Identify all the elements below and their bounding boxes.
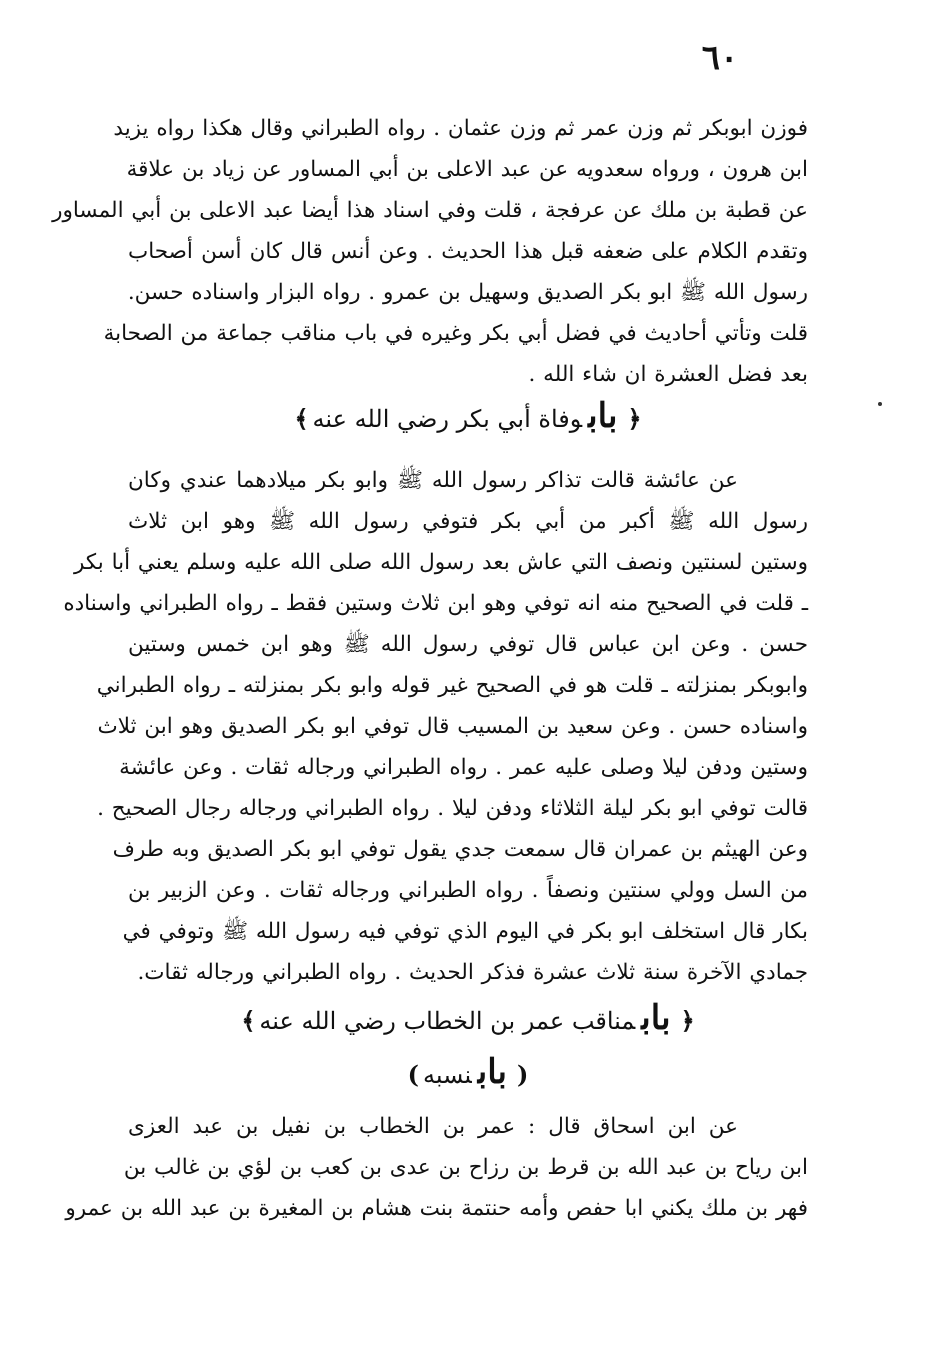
page-number: ٦٠ xyxy=(701,38,739,78)
text-line: عن قطبة بن ملك عن عرفجة ، قلت وفي اسناد هذا أيضا عبد الاعلى بن أبي المساور xyxy=(52,198,808,223)
paragraph-block-3 xyxy=(65,1106,808,1229)
text-line: حسن . وعن ابن عباس قال توفي رسول الله ﷺ وهو ابن خمس وستين xyxy=(128,632,808,657)
subheading-lineage xyxy=(128,1052,808,1092)
text-line: عن ابن اسحاق قال : عمر بن الخطاب بن نفيل بن عبد العزى xyxy=(128,1114,738,1139)
text-line: فهر بن ملك يكني ابا حفص وأمه حنتمة بنت هشام بن المغيرة بن عبد الله بن عمرو xyxy=(65,1196,808,1221)
scan-speck xyxy=(878,402,882,406)
text-line: من السل وولي سنتين ونصفاً . رواه الطبراني ورجاله ثقات . وعن الزبير بن xyxy=(128,878,808,903)
text-line: رسول الله ﷺ أكبر من أبي بكر فتوفي رسول الله ﷺ وهو ابن ثلاث xyxy=(128,509,808,534)
ornament-open: ﴿ xyxy=(680,1006,695,1035)
text-line: بكار قال استخلف ابو بكر في اليوم الذي توفي فيه رسول الله ﷺ وتوفي في xyxy=(122,919,808,944)
text-line: وتقدم الكلام على ضعفه قبل هذا الحديث . وعن أنس قال كان أسن أصحاب xyxy=(128,239,808,264)
bab-word: باب xyxy=(588,396,618,436)
text-line: وستين لسنتين ونصف التي عاش بعد رسول الله صلى الله عليه وسلم يعني أبا بكر xyxy=(74,550,808,575)
chapter-heading-death-of-abu-bakr xyxy=(128,396,808,436)
ornament-open: ﴿ xyxy=(627,404,642,433)
paragraph-block-2 xyxy=(63,460,808,993)
heading-text: نسبه xyxy=(422,1061,472,1089)
paren-open: ( xyxy=(517,1060,529,1089)
text-line: وستين ودفن ليلا وصلى عليه عمر . رواه الطبراني ورجاله ثقات . وعن عائشة xyxy=(119,755,808,780)
heading-text: وفاة أبي بكر رضي الله عنه xyxy=(312,405,583,433)
ornament-close: ﴾ xyxy=(294,404,309,433)
text-line: جمادي الآخرة سنة ثلاث عشرة فذكر الحديث . رواه الطبراني ورجاله ثقات. xyxy=(137,960,808,985)
text-line: فوزن ابوبكر ثم وزن عمر ثم وزن عثمان . رواه الطبراني وقال هكذا رواه يزيد xyxy=(113,116,808,141)
text-line: رسول الله ﷺ ابو بكر الصديق وسهيل بن عمرو . رواه البزار واسناده حسن. xyxy=(127,280,808,305)
bab-word: باب xyxy=(641,998,671,1038)
text-line: عن عائشة قالت تذاكر رسول الله ﷺ وابو بكر ميلادهما عندي وكان xyxy=(128,468,738,493)
text-line: وعن الهيثم بن عمران قال سمعت جدي يقول توفي ابو بكر الصديق وبه طرف xyxy=(112,837,808,862)
chapter-heading-virtues-of-umar xyxy=(128,998,808,1038)
text-line: قلت وتأتي أحاديث في فضل أبي بكر وغيره في باب مناقب جماعة من الصحابة xyxy=(103,321,808,346)
bab-word: باب xyxy=(477,1052,508,1092)
text-line: واسناده حسن . وعن سعيد بن المسيب قال توفي ابو بكر الصديق وهو ابن ثلاث xyxy=(97,714,808,739)
text-line: قالت توفي ابو بكر ليلة الثلاثاء ودفن ليلا . رواه الطبراني ورجاله رجال الصحيح . xyxy=(97,796,808,821)
text-line: وابوبكر بمنزلته ـ قلت هو في الصحيح غير قوله وابو بكر بمنزلته ـ رواه الطبراني xyxy=(96,673,808,698)
paren-close: ) xyxy=(407,1060,419,1089)
paragraph-block-1 xyxy=(52,108,808,395)
text-line: ـ قلت في الصحيح منه انه توفي وهو ابن ثلاث وستين فقط ـ رواه الطبراني واسناده xyxy=(63,591,808,616)
heading-text: مناقب عمر بن الخطاب رضي الله عنه xyxy=(259,1007,636,1035)
text-line: ابن هرون ، ورواه سعدويه عن عبد الاعلى بن أبي المساور عن زياد بن علاقة xyxy=(126,157,808,182)
ornament-close: ﴾ xyxy=(241,1006,256,1035)
text-line: بعد فضل العشرة ان شاء الله . xyxy=(528,362,808,387)
text-line: ابن رياح بن عبد الله بن قرط بن رزاح بن عدى بن كعب بن لؤي بن غالب بن xyxy=(123,1155,808,1180)
